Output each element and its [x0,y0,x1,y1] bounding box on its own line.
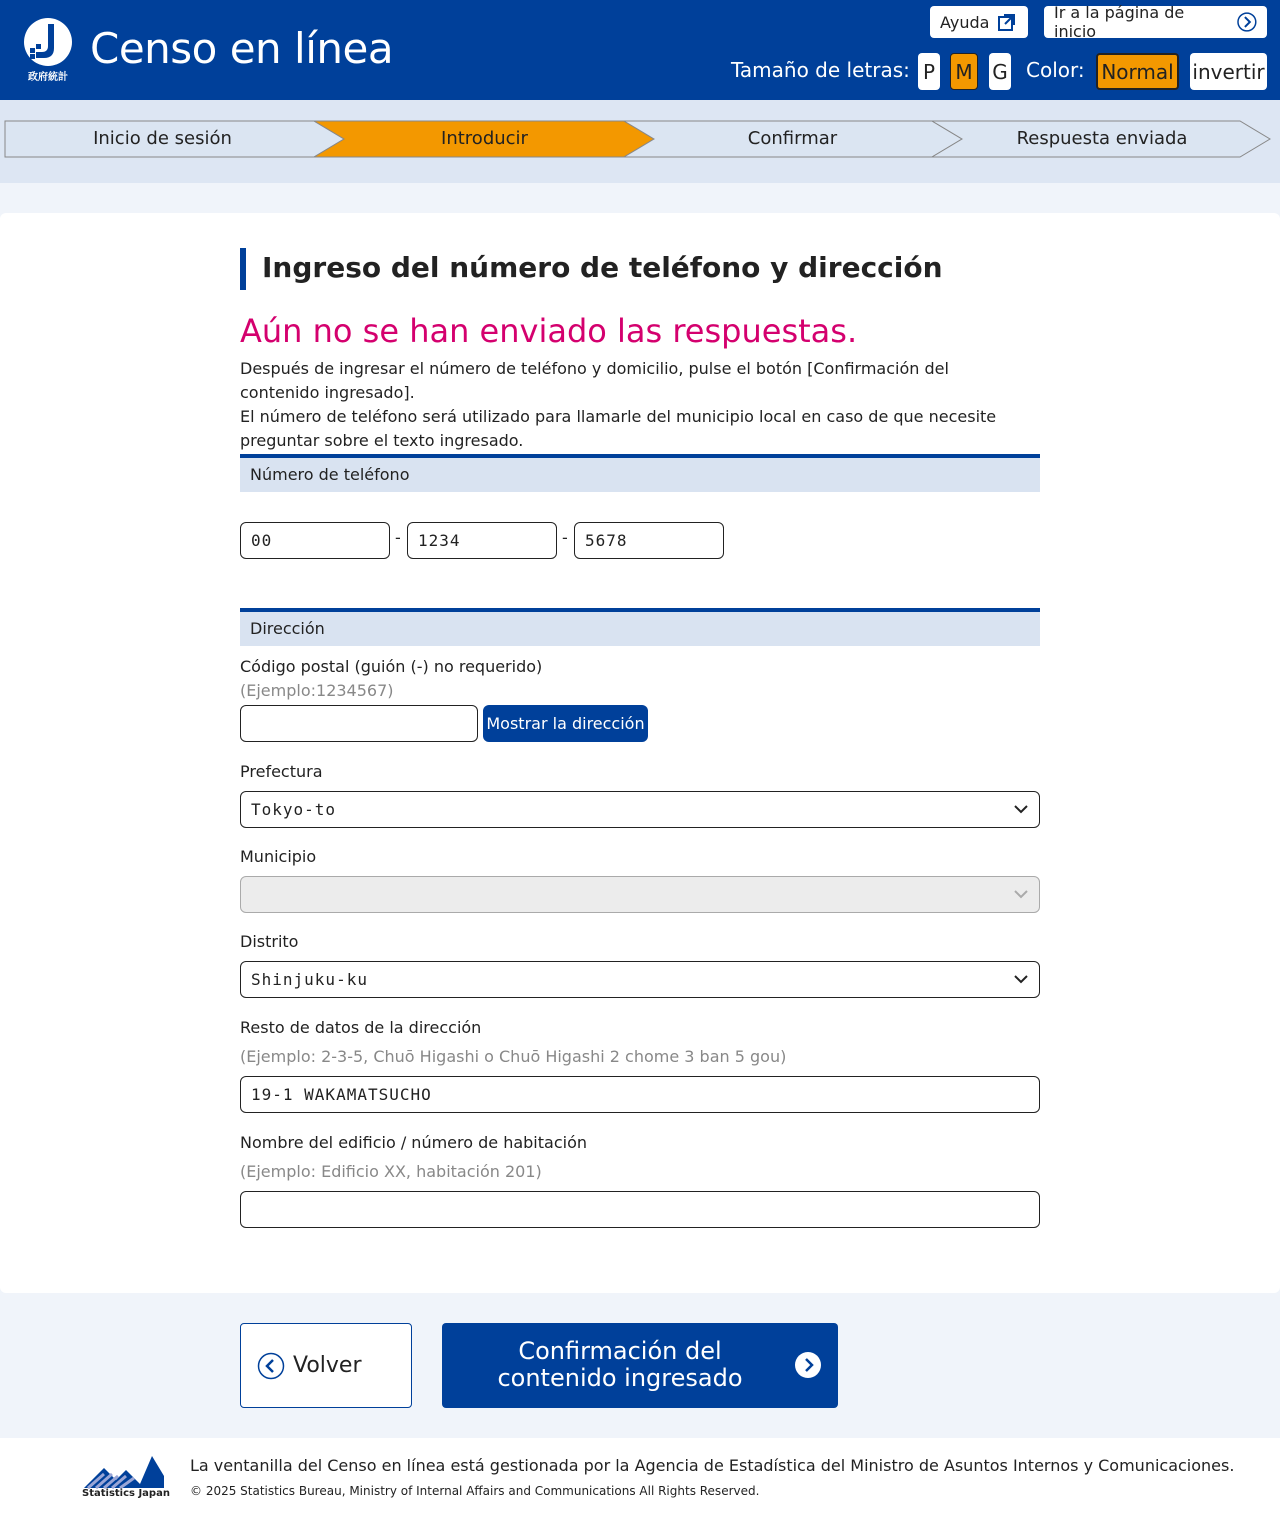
font-size-large-button[interactable]: G [989,53,1011,90]
step-sent: Respuesta enviada [1016,128,1188,149]
confirm-label-line-2: contenido ingresado [497,1364,743,1392]
color-label: Color: [1026,58,1085,82]
building-hint: (Ejemplo: Edificio XX, habitación 201) [240,1162,542,1181]
step-confirm: Confirmar [747,128,838,149]
phone-separator-2: - [562,528,568,547]
prefecture-label: Prefectura [240,762,323,781]
back-button[interactable] [240,1323,412,1408]
phone-section-heading: Número de teléfono [240,454,1040,492]
instructions-line-1: Después de ingresar el número de teléfono y domicilio, pulse el botón [Confirmación del contenido ingresado]. [240,359,949,402]
show-address-button[interactable]: Mostrar la dirección [483,705,648,742]
back-label: Volver [293,1353,362,1378]
header [0,0,1280,100]
footer-copyright: © 2025 Statistics Bureau, Ministry of Internal Affairs and Communications All Rights Reserved. [190,1484,760,1498]
phone-part1-input[interactable] [240,522,390,559]
home-page-button[interactable] [1044,3,1267,41]
help-label: Ayuda [940,12,990,32]
municipality-label: Municipio [240,847,317,866]
district-label: Distrito [240,932,299,951]
phone-separator-1: - [395,528,401,547]
font-size-medium-button[interactable]: M [950,53,978,90]
chevron-right-circle-icon [794,1351,822,1379]
rest-address-input[interactable] [240,1076,1040,1113]
phone-part2-input[interactable] [407,522,557,559]
chevron-down-icon [1013,886,1029,902]
chevron-right-circle-icon [1237,12,1257,32]
address-section-heading: Dirección [240,608,1040,646]
district-select[interactable] [240,961,1040,998]
confirm-content-button[interactable] [442,1323,838,1408]
instructions [240,357,1030,453]
building-label: Nombre del edificio / número de habitación [240,1133,587,1152]
footer-text: La ventanilla del Censo en línea está gestionada por la Agencia de Estadística del Ministro de Asuntos Internos y Comunicaciones. [190,1456,1235,1475]
rest-address-hint: (Ejemplo: 2-3-5, Chuō Higashi o Chuō Higashi 2 chome 3 ban 5 gou) [240,1047,787,1066]
step-login: Inicio de sesión [93,128,232,149]
chevron-down-icon [1013,971,1029,987]
font-size-small-button[interactable]: P [918,53,940,90]
step-input: Introducir [441,128,528,149]
instructions-line-2: El número de teléfono será utilizado para llamarle del municipio local en caso de que necesite preguntar sobre el texto ingresado. [240,407,997,450]
prefecture-select[interactable] [240,791,1040,828]
prefecture-value: Tokyo-to [251,800,337,819]
color-invert-button[interactable]: invertir [1190,53,1267,90]
chevron-left-circle-icon [257,1352,285,1380]
help-button[interactable] [930,6,1028,38]
confirm-label-line-1: Confirmación del [518,1337,722,1365]
municipality-select[interactable] [240,876,1040,913]
color-normal-button[interactable]: Normal [1096,53,1179,90]
page-title: Ingreso del número de teléfono y dirección [240,248,943,290]
footer [0,1438,1280,1520]
postal-code-hint: (Ejemplo:1234567) [240,681,394,700]
home-label: Ir a la página de inicio [1054,3,1185,41]
rest-address-label: Resto de datos de la dirección [240,1018,482,1037]
building-input[interactable] [240,1191,1040,1228]
not-sent-warning: Aún no se han enviado las respuestas. [240,312,858,350]
government-statistics-logo [22,18,74,82]
app-title: Censo en línea [90,24,394,73]
font-size-label: Tamaño de letras: [731,58,910,82]
logo-caption: 政府統計 [28,72,68,83]
postal-code-input[interactable] [240,705,478,742]
phone-part3-input[interactable] [574,522,724,559]
external-link-icon [997,12,1017,32]
district-value: Shinjuku-ku [251,970,368,989]
footer-logo-caption: Statistics Japan [82,1488,170,1499]
chevron-down-icon [1013,801,1029,817]
logo-bars-icon [22,18,70,66]
postal-code-label: Código postal (guión (-) no requerido) [240,657,543,676]
